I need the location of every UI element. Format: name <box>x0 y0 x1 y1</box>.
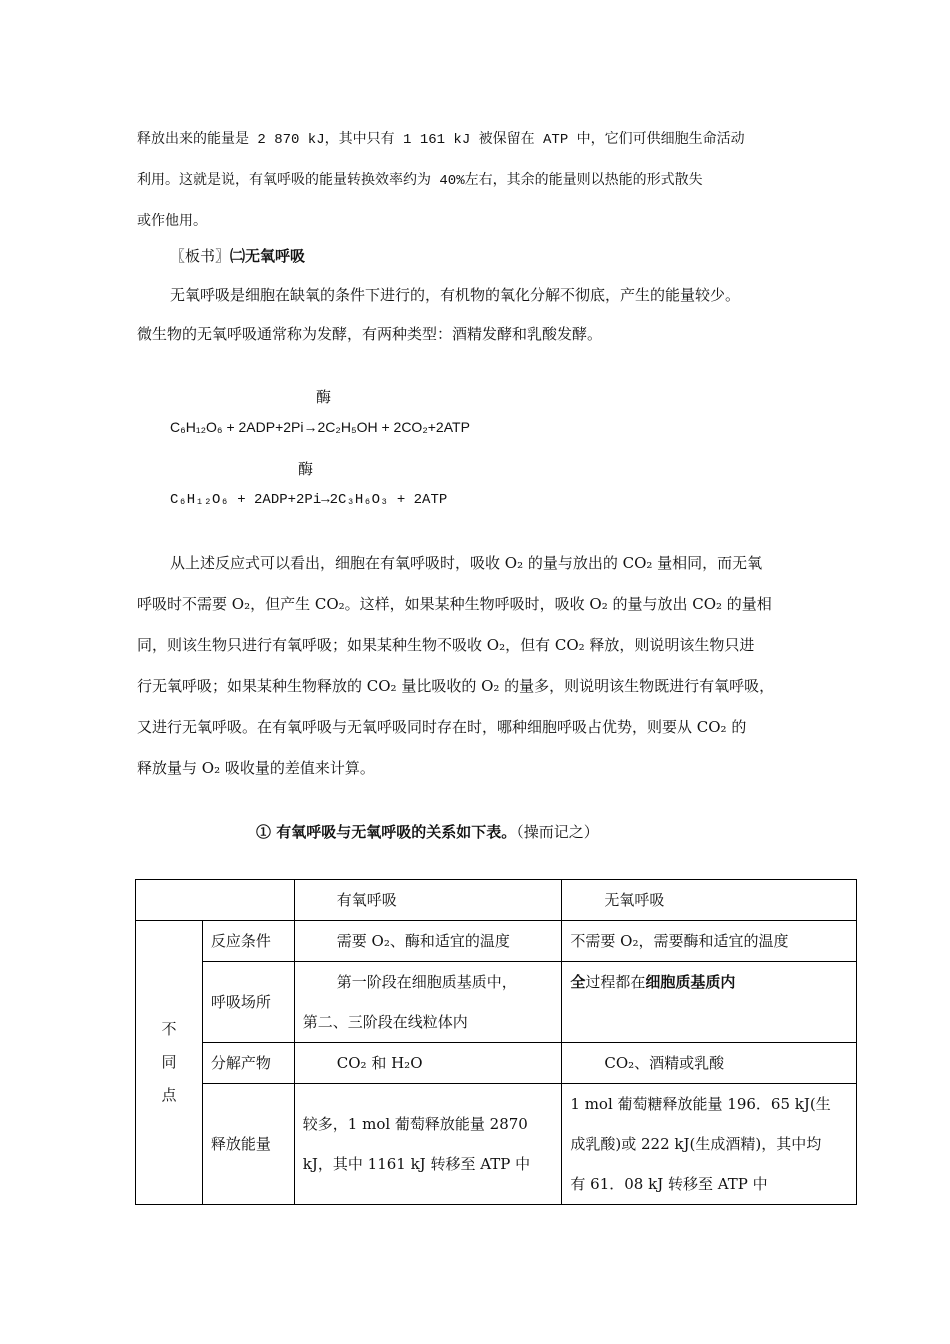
cell-anaerobic-conditions: 不需要 O₂，需要酶和适宜的温度 <box>562 921 857 962</box>
row-label-location: 呼吸场所 <box>202 962 294 1043</box>
cell-aerobic-conditions: 需要 O₂、酶和适宜的温度 <box>294 921 562 962</box>
table-corner-cell <box>136 880 295 921</box>
heading-title: ㈡无氧呼吸 <box>230 247 306 265</box>
para3-line4: 行无氧呼吸；如果某种生物释放的 CO₂ 量比吸收的 O₂ 的量多，则说明该生物既进行有氧呼吸， <box>137 677 775 695</box>
header-anaerobic: 无氧呼吸 <box>562 880 857 921</box>
row-label-conditions: 反应条件 <box>202 921 294 962</box>
para2-line2: 微生物的无氧呼吸通常称为发酵，有两种类型：酒精发酵和乳酸发酵。 <box>137 325 603 343</box>
header-aerobic: 有氧呼吸 <box>294 880 562 921</box>
table-caption-note: （操而记之） <box>516 823 599 841</box>
table-row <box>136 1084 857 1205</box>
heading-label: 〖板书〗 <box>170 247 231 265</box>
equation-lactic-fermentation: C₆H₁₂O₆ + 2ADP+2Pi→2C₃H₆O₃ + 2ATP <box>170 492 448 508</box>
table-row <box>136 921 857 962</box>
row-label-energy: 释放能量 <box>202 1084 294 1205</box>
group-label-differences: 不 同 点 <box>136 921 203 1205</box>
enzyme-label-2: 酶 <box>298 460 314 478</box>
cell-aerobic-products: CO₂ 和 H₂O <box>294 1043 562 1084</box>
table-caption-title: ① 有氧呼吸与无氧呼吸的关系如下表。 <box>256 823 517 841</box>
table-caption <box>256 821 599 842</box>
para3-line1: 从上述反应式可以看出，细胞在有氧呼吸时，吸收 O₂ 的量与放出的 CO₂ 量相同，而无氧 <box>170 554 763 572</box>
para3-line5: 又进行无氧呼吸。在有氧呼吸与无氧呼吸同时存在时，哪种细胞呼吸占优势，则要从 CO₂ 的 <box>137 718 747 736</box>
table-row <box>136 1043 857 1084</box>
para3-line6: 释放量与 O₂ 吸收量的差值来计算。 <box>137 759 375 777</box>
table-header-row <box>136 880 857 921</box>
cell-anaerobic-energy: 1 mol 葡萄糖释放能量 196．65 kJ(生 成乳酸)或 222 kJ(生成酒精)，其中均 有 61．08 kJ 转移至 ATP 中 <box>562 1084 857 1205</box>
section-heading <box>170 245 305 266</box>
equation-alcohol-fermentation: C₆H₁₂O₆ + 2ADP+2Pi→2C₂H₅OH + 2CO₂+2ATP <box>170 419 470 435</box>
para1-line1: 释放出来的能量是 2 870 kJ，其中只有 1 161 kJ 被保留在 ATP 中，它们可供细胞生命活动 <box>137 132 745 148</box>
para1-line3: 或作他用。 <box>137 214 207 230</box>
cell-anaerobic-location: 全过程都在细胞质基质内 <box>562 962 857 1043</box>
row-label-products: 分解产物 <box>202 1043 294 1084</box>
cell-anaerobic-products: CO₂、酒精或乳酸 <box>562 1043 857 1084</box>
cell-aerobic-location: 第一阶段在细胞质基质中， 第二、三阶段在线粒体内 <box>294 962 562 1043</box>
cell-aerobic-energy: 较多，1 mol 葡萄释放能量 2870 kJ，其中 1161 kJ 转移至 ATP 中 <box>294 1084 562 1205</box>
para2-line1: 无氧呼吸是细胞在缺氧的条件下进行的，有机物的氧化分解不彻底，产生的能量较少。 <box>170 286 741 304</box>
enzyme-label-1: 酶 <box>316 388 332 406</box>
para3-line2: 呼吸时不需要 O₂，但产生 CO₂。这样，如果某种生物呼吸时，吸收 O₂ 的量与放出 CO₂ 的量相 <box>137 595 772 613</box>
para3-line3: 同，则该生物只进行有氧呼吸；如果某种生物不吸收 O₂，但有 CO₂ 释放，则说明该生物只进 <box>137 636 755 654</box>
table-row <box>136 962 857 1043</box>
comparison-table <box>135 879 857 1205</box>
para1-line2: 利用。这就是说，有氧呼吸的能量转换效率约为 40%左右，其余的能量则以热能的形式散失 <box>137 173 703 189</box>
